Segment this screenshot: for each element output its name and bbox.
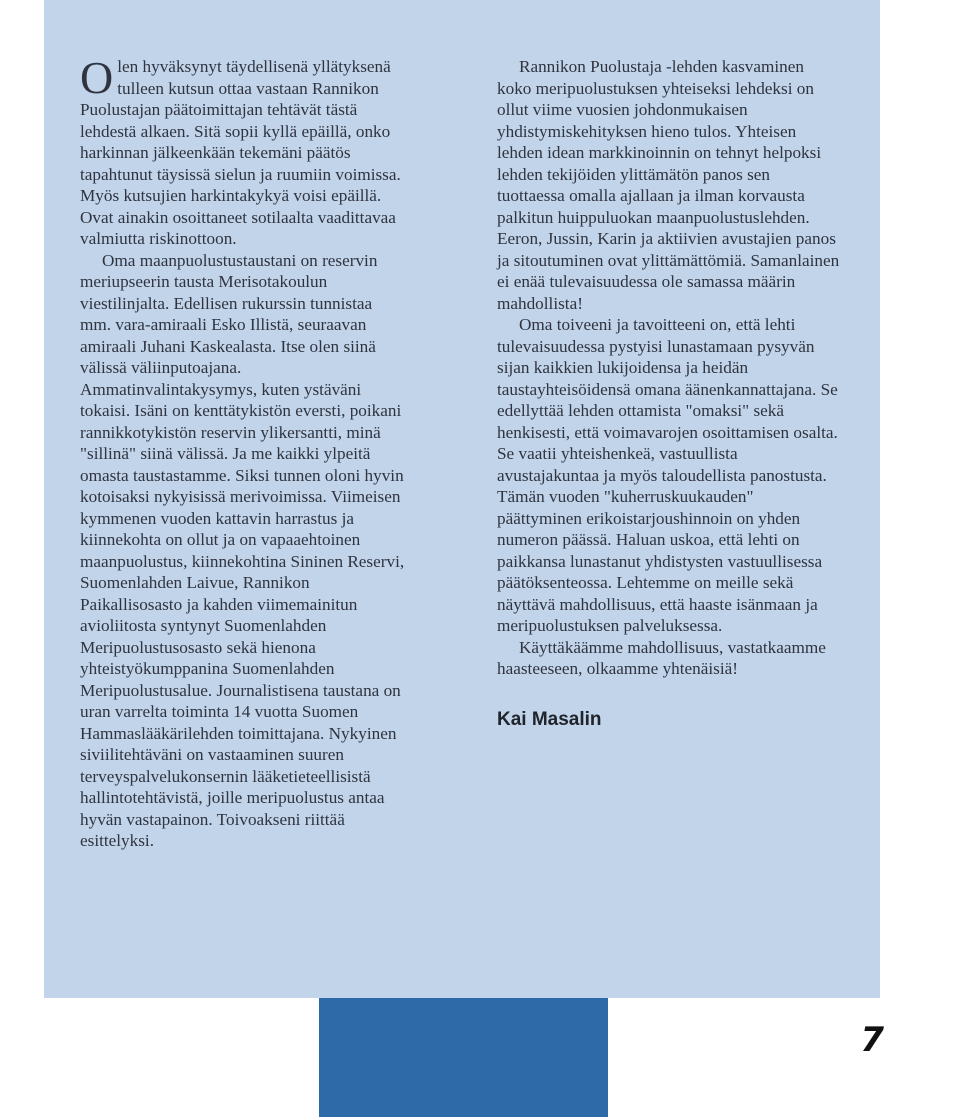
article-paragraph: Oma maanpuolustustaustani on reservin meriupseerin tausta Merisotakoulun viestilinjalta. Edellisen rukurssin tunnistaa mm. vara-amiraali Esko Illistä, seuraavan amiraali Juhani Kaskealasta. Itse olen siinä välissä väliinputoajana. Ammatinvalintakysymys, kuten ystäväni tokaisi. Isäni on kenttätykistön eversti, poikani rannikkotykistön reservin ylikersantti, minä "sillinä" siinä välissä. Ja me kaikki ylpeitä omasta taustastamme. Siksi tunnen oloni hyvin kotoisaksi nykyisissä merivoimissa. Viimeisen kymmenen vuoden kattavin harrastus ja kiinnekohta on ollut ja on vapaaehtoinen maanpuolustus, kiinnekohtina Sininen Reservi, Suomenlahden Laivue, Rannikon Paikallisosasto ja kahden viimemainitun avioliitosta syntynyt Suomenlahden Meripuolustusosasto sekä hienona yhteistyökumppanina Suomenlahden Meripuolustusalue. Journalistisena taustana on uran varrelta toiminta 14 vuotta Suomen Hammaslääkärilehden toimittajana. Nykyinen siviilitehtäväni on vastaaminen suuren terveyspalvelukonsernin lääketieteellisistä hallintotehtävistä, joille meripuolustus antaa hyvän vastapainon. Toivoakseni riittää esittelyksi. xyxy=(80,250,405,850)
author-signature: Kai Masalin xyxy=(497,708,602,730)
paragraph-text: len hyväksynyt täydellisenä yllätyksenä tulleen kutsun ottaa vastaan Rannikon Puolustajan päätoimittajan tehtävät tästä lehdestä alkaen. Sitä sopii kyllä epäillä, onko harkinnan jälkeenkään tekemäni päätös tapahtunut täysissä sielun ja ruumiin voimissa. Myös kutsujien harkintakykyä voisi epäillä. Ovat ainakin osoittaneet sotilaalta vaadittavaa valmiutta riskinottoon. xyxy=(80,57,401,248)
article-column-left xyxy=(80,52,406,852)
page-number: 7 xyxy=(860,1020,884,1060)
drop-cap: O xyxy=(80,52,114,103)
article-paragraph: Käyttäkäämme mahdollisuus, vastatkaamme haasteeseen, olkaamme yhtenäisiä! xyxy=(497,637,826,678)
article-paragraph xyxy=(80,52,406,250)
decorative-color-block xyxy=(319,998,608,1117)
article-paragraph: Rannikon Puolustaja -lehden kasvaminen koko meripuolustuksen yhteiseksi lehdeksi on ollut viime vuosien johdonmukaisen yhdistymiskehityksen hieno tulos. Yhteisen lehden idean markkinoinnin on tehnyt helpoksi lehden tekijöiden ylittämätön panos sen tuottaessa omalla ajallaan ja ilman korvausta palkitun huippuluokan maanpuolustuslehden. Eeron, Jussin, Karin ja aktiivien avustajien panos ja sitoutuminen ovat ylittämättömiä. Samanlainen ei enää tulevaisuudessa ole samassa määrin mahdollista! xyxy=(497,57,840,313)
article-paragraph: Oma toiveeni ja tavoitteeni on, että lehti tulevaisuudessa pystyisi lunastamaan pysyvän sijan kaikkien lukijoidensa ja heidän taustayhteisöidensä omana äänenkannattajana. Se edellyttää lehden ottamista "omaksi" sekä henkisesti, että voimavarojen osoittamisen osalta. Se vaatii yhteishenkeä, vastuullista avustajakuntaa ja myös taloudellista panostusta. Tämän vuoden "kuherruskuukauden" päättyminen erikoistarjoushinnoin on yhden numeron päässä. Haluan uskoa, että lehti on paikkansa lunastanut yhdistysten vastuullisessa päätöksenteossa. Lehtemme on meille sekä näyttävä mahdollisuus, että haaste isänmaan ja meripuolustuksen palveluksessa. xyxy=(497,315,838,635)
article-column-right xyxy=(497,56,840,730)
